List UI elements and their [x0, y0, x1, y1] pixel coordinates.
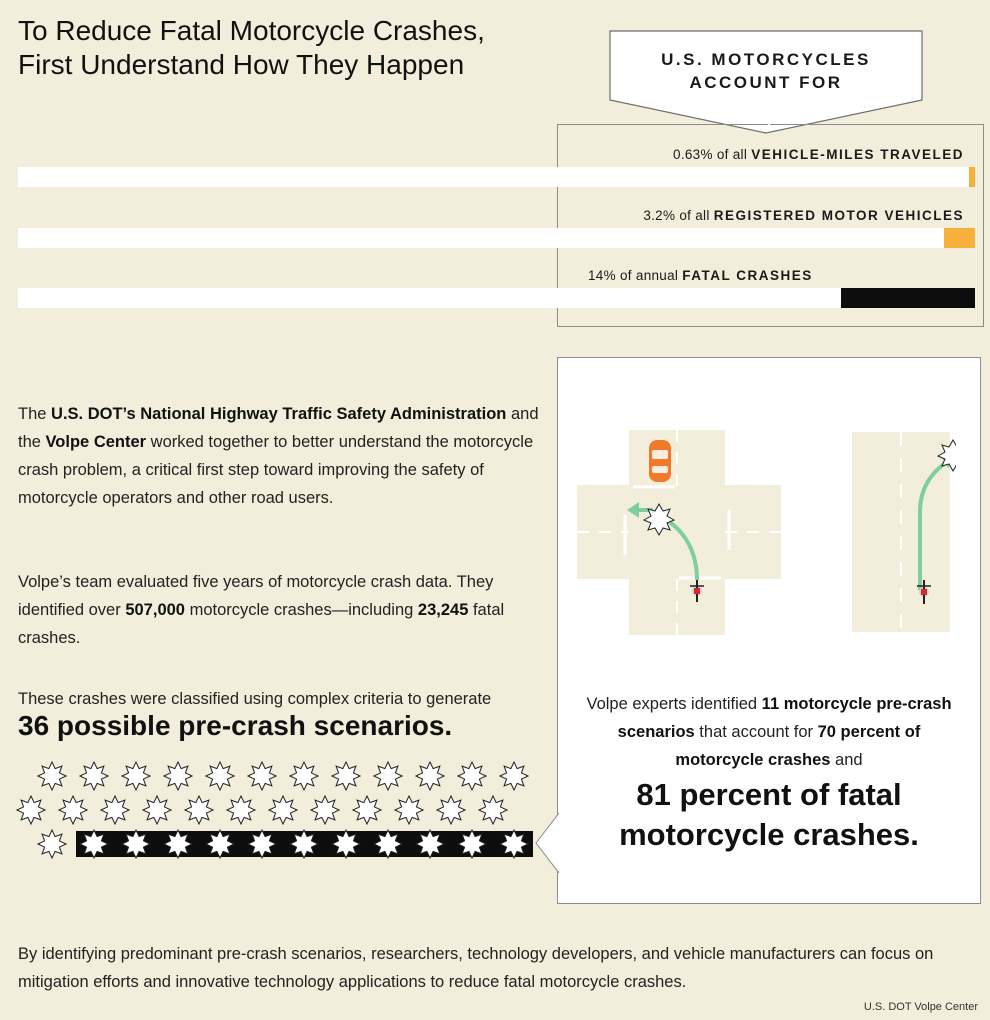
scenario-burst-highlighted: [79, 829, 109, 859]
scenario-burst-highlighted: [247, 829, 277, 859]
source-credit: U.S. DOT Volpe Center: [863, 1001, 978, 1013]
scenario-burst: [184, 795, 214, 825]
scenario-burst: [352, 795, 382, 825]
scenario-burst: [247, 761, 277, 791]
intersection-diagram: [577, 430, 781, 635]
stat-bar-registered: [18, 228, 975, 248]
scenario-burst: [100, 795, 130, 825]
stat-label-fatal: [588, 268, 813, 283]
text-run: The: [18, 405, 52, 423]
scenario-burst: [373, 761, 403, 791]
stat-category: VEHICLE-MILES TRAVELED: [751, 147, 964, 162]
scenario-count: 11 motorcycle pre-crash scenarios: [617, 695, 952, 741]
scenario-burst: [289, 761, 319, 791]
scenario-burst: [37, 829, 67, 859]
scenario-burst: [58, 795, 88, 825]
text-run: Volpe’s team evaluated five years of motorcycle crash data. They identified over: [18, 573, 494, 619]
scenario-burst: [79, 761, 109, 791]
scenario-burst: [310, 795, 340, 825]
stats-frame-edge: [557, 124, 768, 125]
stat-value: 3.2% of all: [643, 208, 710, 223]
scenario-burst: [142, 795, 172, 825]
stats-frame-edge: [770, 124, 984, 125]
intro-paragraph-2: [18, 568, 548, 652]
footer-text: By identifying predominant pre-crash scenarios, researchers, technology developers, and vehicle manufacturers can focus on mitigation efforts and innovative technology applications to reduce fatal motorcycle crashes.: [18, 945, 934, 991]
stat-bar-vmt: [18, 167, 975, 187]
text-run: and: [830, 751, 863, 769]
intro-paragraph-1: [18, 400, 548, 512]
scenario-burst-highlighted: [163, 829, 193, 859]
crash-burst-icon: [644, 504, 674, 535]
panel-description: [580, 690, 958, 774]
fatal-count: 23,245: [417, 601, 469, 619]
stat-label-registered: [643, 208, 964, 223]
scenario-burst: [394, 795, 424, 825]
scenarios-headline: 36 possible pre-crash scenarios.: [18, 710, 453, 741]
scenario-burst: [478, 795, 508, 825]
text-run: Volpe experts identified: [586, 695, 762, 713]
scenario-burst-highlighted: [121, 829, 151, 859]
scenario-burst: [37, 761, 67, 791]
scenario-burst: [226, 795, 256, 825]
scenario-burst: [457, 761, 487, 791]
scenario-burst: [268, 795, 298, 825]
stat-category: FATAL CRASHES: [682, 268, 813, 283]
scenario-burst-highlighted: [331, 829, 361, 859]
stat-label-vmt: [673, 147, 964, 162]
road-curve-diagram: [852, 432, 956, 632]
volpe-name: Volpe Center: [45, 433, 147, 451]
scenario-burst: [436, 795, 466, 825]
scenario-burst-highlighted: [289, 829, 319, 859]
nhtsa-name: U.S. DOT’s National Highway Traffic Safety Administration: [51, 405, 507, 423]
stat-value: 0.63% of all: [673, 147, 748, 162]
scenario-burst-highlighted: [205, 829, 235, 859]
crash-count: 507,000: [125, 601, 185, 619]
crash-percent: 70 percent of motorcycle crashes: [675, 723, 921, 769]
stat-bar-fill-fatal: [841, 288, 975, 308]
title-line-2: First Understand How They Happen: [18, 49, 465, 80]
text-run: and the: [18, 405, 539, 451]
scenario-burst-highlighted: [499, 829, 529, 859]
text-run: motorcycle crashes—including: [184, 601, 418, 619]
callout-line-1: U.S. MOTORCYCLES: [661, 50, 871, 69]
stat-bar-fill-vmt: [969, 167, 975, 187]
callout-line-2: ACCOUNT FOR: [689, 73, 843, 92]
scenario-burst: [163, 761, 193, 791]
title-line-1: To Reduce Fatal Motorcycle Crashes,: [18, 15, 485, 46]
scenario-burst: [16, 795, 46, 825]
scenario-burst: [415, 761, 445, 791]
text-run: worked together to better understand the motorcycle crash problem, a critical first step toward improving the safety of motorcycle operators and other road users.: [18, 433, 534, 507]
stat-value: 14% of annual: [588, 268, 679, 283]
scenario-burst-highlighted: [373, 829, 403, 859]
scenario-burst: [499, 761, 529, 791]
text-run: that account for: [694, 723, 818, 741]
car-icon: [649, 440, 671, 482]
scenario-burst-highlighted: [415, 829, 445, 859]
scenario-burst: [205, 761, 235, 791]
panel-pointer: [535, 813, 559, 873]
stat-bar-fatal: [18, 288, 975, 308]
stat-bar-fill-registered: [944, 228, 975, 248]
text-run: fatal crashes.: [18, 601, 505, 647]
scenario-burst: [121, 761, 151, 791]
scenario-burst: [331, 761, 361, 791]
fatal-percent-headline: 81 percent of fatal motorcycle crashes.: [619, 777, 919, 852]
stat-category: REGISTERED MOTOR VEHICLES: [713, 208, 964, 223]
scenario-burst-highlighted: [457, 829, 487, 859]
page-title: [18, 14, 485, 82]
callout-text: [609, 48, 923, 94]
intro-paragraph-3: These crashes were classified using complex criteria to generate: [18, 690, 492, 708]
